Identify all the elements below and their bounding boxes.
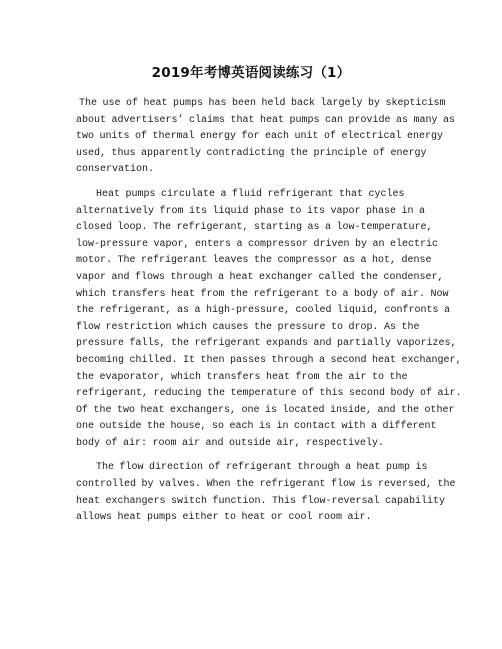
document-body <box>76 96 462 527</box>
paragraph-1: The use of heat pumps has been held back largely by skepticism about advertisers’ claims that heat pumps can provide as many as two units of thermal energy for each unit of electrical energy used, thus apparently contradicting the principle of energy conservation. <box>76 98 456 176</box>
paragraph-3: The flow direction of refrigerant through a heat pump is controlled by valves. When the refrigerant flow is reversed, the heat exchangers switch function. This flow-reversal capability allows heat pumps either to heat or cool room air. <box>76 462 456 524</box>
paragraph-2: Heat pumps circulate a fluid refrigerant that cycles alternatively from its liquid phase to its vapor phase in a closed loop. The refrigerant, starting as a low-temperature, low-pressure vapor, enters a compressor driven by an electric motor. The refrigerant leaves the compressor as a hot, dense vapor and flows through a heat exchanger called the condenser, which transfers heat from the refrigerant to a body of air. Now the refrigerant, as a high-pressure, cooled liquid, confronts a flow restriction which causes the pressure to drop. As the pressure falls, the refrigerant expands and partially vaporizes, becoming chilled. It then passes through a second heat exchanger, the evaporator, which transfers heat from the air to the refrigerant, reducing the temperature of this second body of air. Of the two heat exchangers, one is located inside, and the other one outside the house, so each is in contact with a different body of air: room air and outside air, respectively. <box>76 188 462 449</box>
document-title: 2019年考博英语阅读练习（1） <box>151 65 351 81</box>
